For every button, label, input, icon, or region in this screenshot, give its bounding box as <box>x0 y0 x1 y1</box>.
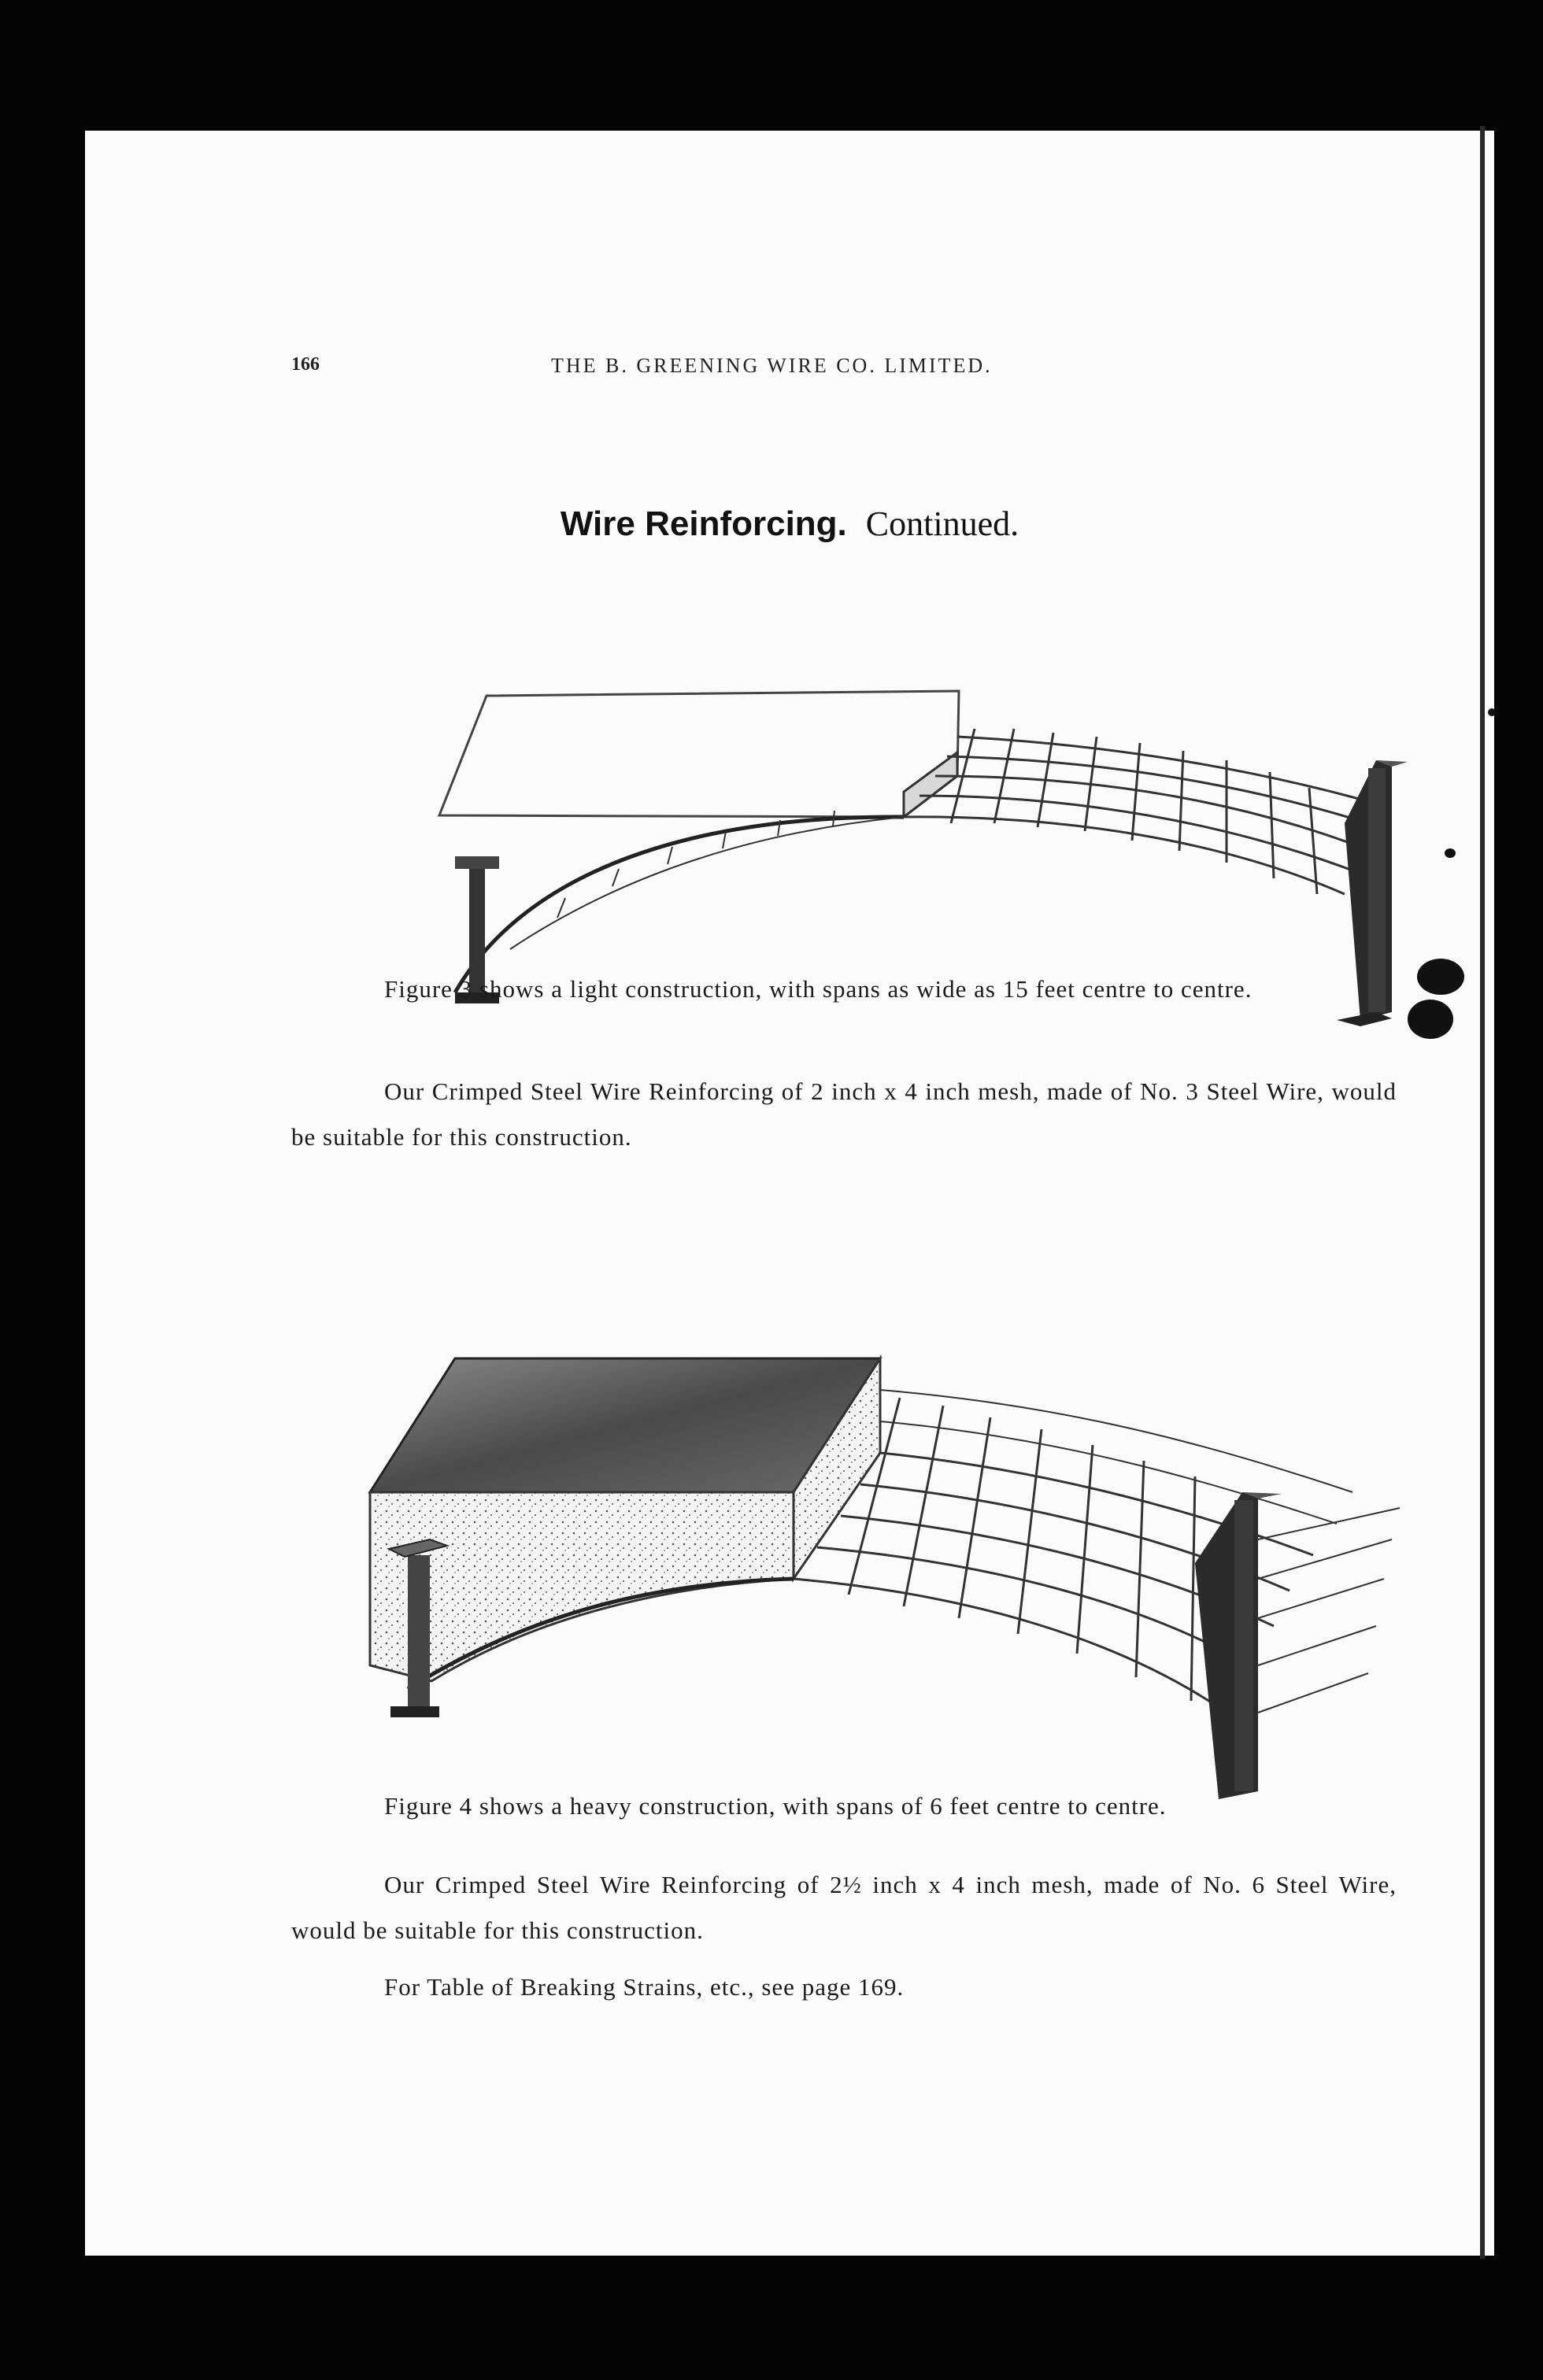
publisher-name: THE B. GREENING WIRE CO. LIMITED. <box>551 354 993 377</box>
running-head <box>291 354 1362 386</box>
page-edge-shadow <box>1480 126 1485 2259</box>
figure-3-caption: Figure 3 shows a light construction, with spans as wide as 15 feet centre to centre. <box>384 975 1253 1003</box>
breaking-strains-reference: For Table of Breaking Strains, etc., see page 169. <box>384 1973 905 2001</box>
section-title-main: Wire Reinforcing. <box>560 504 847 543</box>
film-speck <box>1408 1000 1453 1039</box>
figure-4-caption: Figure 4 shows a heavy construction, with spans of 6 feet centre to centre. <box>384 1792 1167 1820</box>
section-title-continued: Continued. <box>865 504 1019 543</box>
film-speck <box>1445 848 1456 858</box>
film-speck <box>1417 959 1464 995</box>
figure-4-illustration <box>329 1343 1447 1831</box>
figure-3-recommendation: Our Crimped Steel Wire Reinforcing of 2 inch x 4 inch mesh, made of No. 3 Steel Wire, would be suitable for this construction. <box>291 1077 1397 1151</box>
figure-4-recommendation: Our Crimped Steel Wire Reinforcing of 2½ inch x 4 inch mesh, made of No. 6 Steel Wire, would be suitable for this construction. <box>291 1871 1397 1944</box>
page-number: 166 <box>291 354 320 375</box>
section-title <box>85 504 1494 544</box>
figure-4-drawing <box>329 1343 1447 1831</box>
film-speck <box>1488 708 1496 716</box>
document-page <box>85 131 1494 2256</box>
